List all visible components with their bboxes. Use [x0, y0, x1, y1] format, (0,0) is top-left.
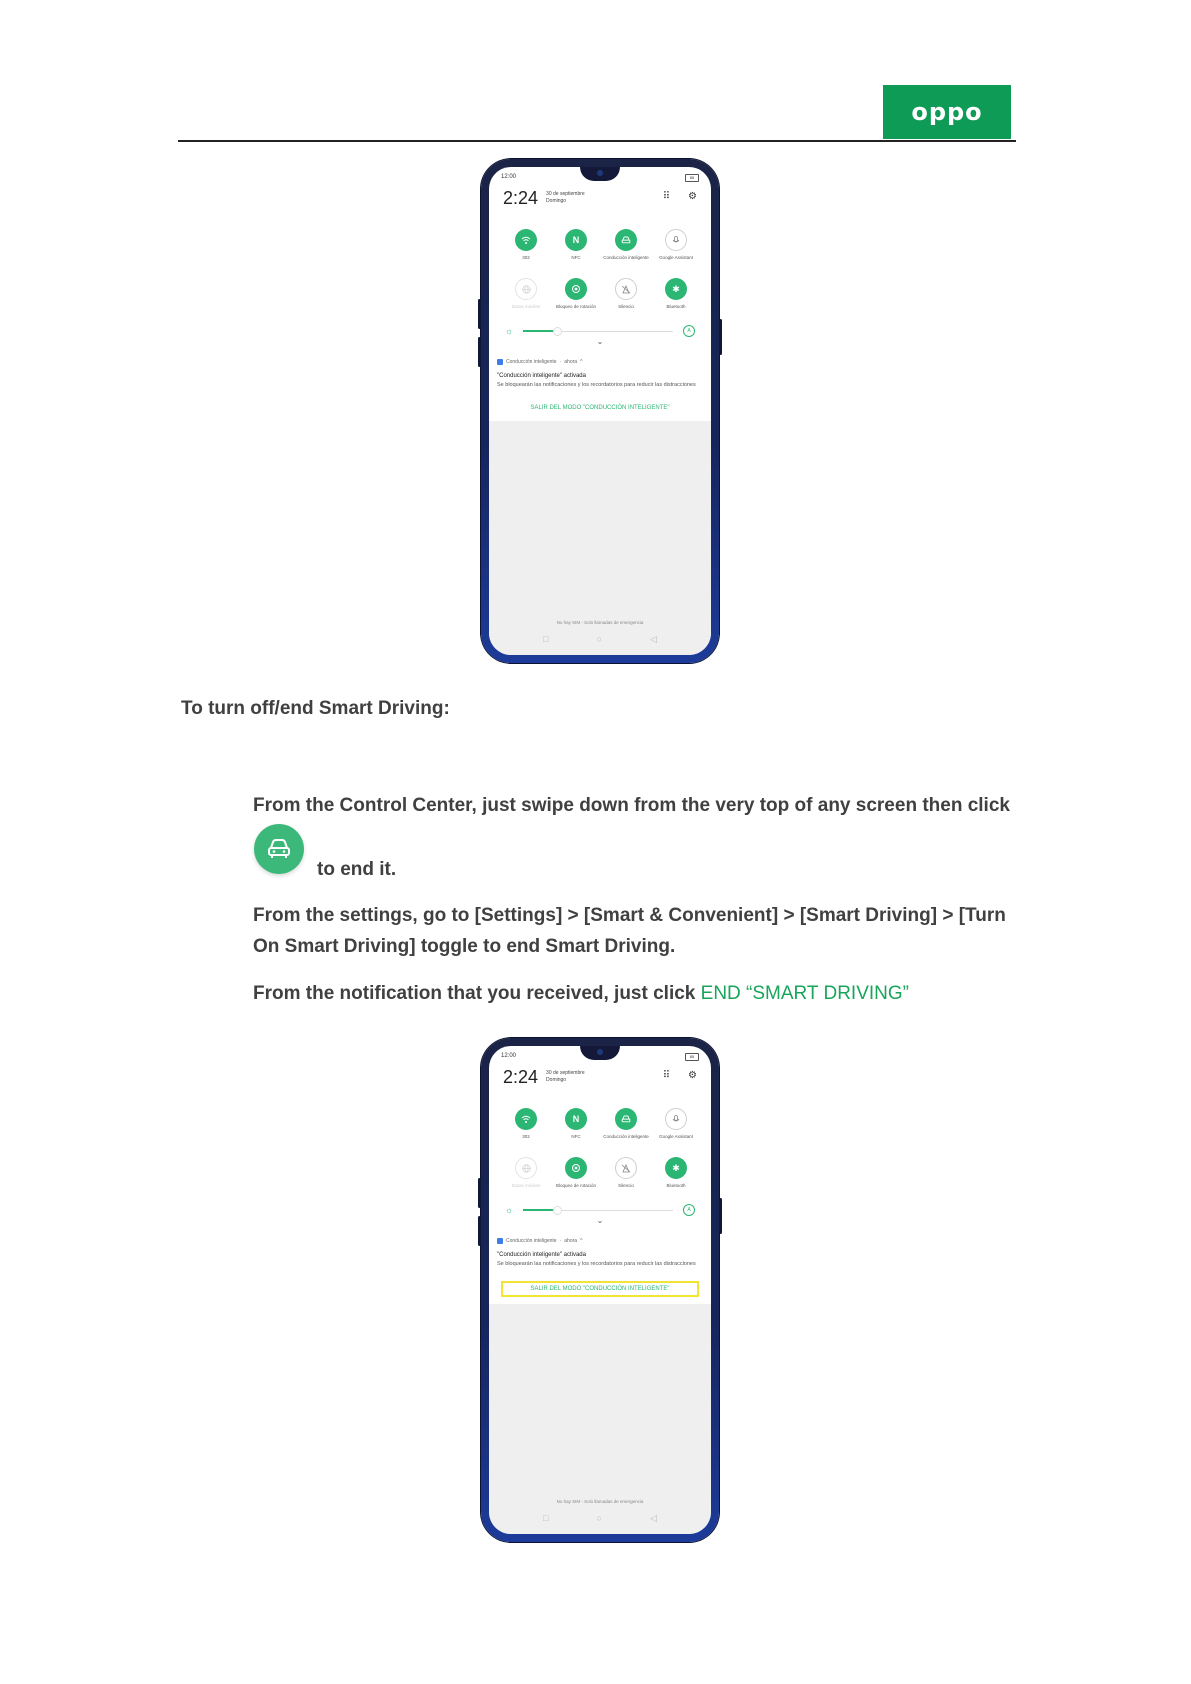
quick-tile-6[interactable]	[601, 278, 651, 310]
notification-title: "Conducción inteligente" activada	[497, 1252, 586, 1258]
bluetooth-icon: ✱	[665, 1157, 687, 1179]
quick-tile-label: NFC	[571, 1134, 581, 1139]
notification-header: Conducción inteligente · ahora ^	[497, 359, 703, 365]
quick-tile-label: Bluetooth	[666, 304, 686, 309]
phone-screenshot-2	[481, 1038, 719, 1542]
notification-title: "Conducción inteligente" activada	[497, 373, 586, 379]
quick-tile-label: Silencio	[618, 1183, 634, 1188]
car-icon	[266, 838, 292, 860]
nfc-icon: N	[565, 229, 587, 251]
quick-tile-label: 302	[522, 1134, 530, 1139]
quick-tile-0[interactable]	[501, 229, 551, 261]
clock-time: 2:24	[503, 1067, 539, 1087]
notification-card[interactable]	[489, 353, 711, 421]
notification-card[interactable]	[489, 1232, 711, 1304]
quick-tile-label: Datos móviles	[511, 1183, 541, 1188]
quick-tile-label: 302	[522, 255, 530, 260]
clock-actions	[663, 1070, 697, 1081]
recents-square-icon[interactable]: □	[543, 634, 549, 644]
date	[546, 191, 585, 205]
navigation-bar	[489, 1513, 711, 1524]
method1-suffix: to end it.	[317, 859, 397, 880]
method2-text: From the settings, go to [Settings] > [Smart & Convenient] > [Smart Driving] > [Turn On Smart Driving] toggle to end Smart Driving.	[253, 905, 1006, 957]
method3-text	[253, 978, 1023, 1009]
clock-row	[503, 1068, 697, 1086]
quick-tile-label: Google Assistant	[659, 255, 693, 260]
volume-down-button	[478, 337, 481, 367]
date	[546, 1070, 585, 1084]
brightness-track[interactable]	[523, 1210, 673, 1211]
brightness-knob[interactable]	[553, 1206, 562, 1215]
volume-up-button	[478, 299, 481, 329]
phone-screenshot-1	[481, 159, 719, 663]
status-bar	[501, 174, 699, 182]
home-circle-icon[interactable]: ○	[596, 634, 602, 644]
recents-square-icon[interactable]: □	[543, 1513, 549, 1523]
chevron-down-icon[interactable]: ⌄	[596, 1216, 604, 1225]
clock-row	[503, 189, 697, 207]
car-icon	[615, 1108, 637, 1130]
wifi-icon	[515, 1108, 537, 1130]
quick-tiles-row-1	[501, 1108, 699, 1140]
edit-tiles-icon[interactable]: ⠿	[662, 1070, 671, 1081]
globe-icon	[515, 1157, 537, 1179]
home-circle-icon[interactable]: ○	[596, 1513, 602, 1523]
notification-body: Se bloquearán las notificaciones y los recordatorios para reducir las distracciones	[497, 382, 696, 388]
nfc-icon: N	[565, 1108, 587, 1130]
quick-tile-5[interactable]	[551, 1157, 601, 1189]
phone-display	[489, 1046, 711, 1534]
quick-tile-label: NFC	[571, 255, 581, 260]
quick-tile-3[interactable]	[651, 1108, 701, 1140]
notification-time: ahora	[564, 359, 578, 365]
brightness-knob[interactable]	[553, 327, 562, 336]
back-triangle-icon[interactable]: ◁	[650, 1513, 657, 1523]
date-line: 30 de septiembre	[546, 1070, 585, 1076]
chevron-down-icon[interactable]: ⌄	[596, 337, 604, 346]
oppo-logo	[883, 85, 1011, 139]
quick-tile-6[interactable]	[601, 1157, 651, 1189]
weekday: Domingo	[546, 198, 567, 204]
quick-tile-2[interactable]	[601, 1108, 651, 1140]
silent-icon	[615, 278, 637, 300]
phone-display	[489, 167, 711, 655]
notification-app: Conducción inteligente	[506, 359, 557, 365]
quick-tile-label: Datos móviles	[511, 304, 541, 309]
brightness-slider[interactable]	[505, 325, 695, 337]
globe-icon	[515, 278, 537, 300]
notification-header: Conducción inteligente · ahora ^	[497, 1238, 703, 1244]
microphone-icon	[665, 229, 687, 251]
bluetooth-icon: ✱	[665, 278, 687, 300]
smart-driving-car-icon	[254, 824, 304, 874]
exit-smart-driving-button[interactable]: SALIR DEL MODO "CONDUCCIÓN INTELIGENTE"	[530, 405, 670, 411]
emergency-calls-text: No hay SIM - Solo llamadas de emergencia	[556, 1499, 644, 1504]
brightness-track[interactable]	[523, 331, 673, 332]
quick-tile-label: Google Assistant	[659, 1134, 693, 1139]
status-bar	[501, 1053, 699, 1061]
section-heading: To turn off/end Smart Driving:	[181, 698, 450, 719]
wifi-icon	[515, 229, 537, 251]
quick-tile-label: Conducción inteligente	[603, 255, 649, 260]
date-line: 30 de septiembre	[546, 191, 585, 197]
weekday: Domingo	[546, 1077, 567, 1083]
header-divider	[178, 140, 1016, 142]
brightness-sun-icon: ☼	[505, 1205, 514, 1215]
navigation-bar	[489, 634, 711, 645]
brand-text: oppo	[911, 98, 983, 126]
quick-tile-label: Conducción inteligente	[603, 1134, 649, 1139]
battery-icon: 85	[685, 1053, 699, 1061]
clock-actions	[663, 191, 697, 202]
exit-smart-driving-button[interactable]: SALIR DEL MODO "CONDUCCIÓN INTELIGENTE"	[501, 1281, 699, 1297]
method1-text: From the Control Center, just swipe down from the very top of any screen then click	[253, 795, 1010, 816]
quick-tile-label: Bloqueo de rotación	[555, 1183, 597, 1188]
notification-time: ahora	[564, 1238, 578, 1244]
expand-caret-icon[interactable]: ^	[580, 1238, 583, 1244]
back-triangle-icon[interactable]: ◁	[650, 634, 657, 644]
auto-brightness-icon[interactable]: A	[683, 325, 695, 337]
clock-time: 2:24	[503, 188, 539, 208]
quick-tile-4[interactable]	[501, 1157, 551, 1189]
app-icon	[497, 1238, 503, 1244]
rotation-lock-icon	[565, 1157, 587, 1179]
power-button	[719, 319, 722, 355]
quick-tile-2[interactable]	[601, 229, 651, 261]
notification-app: Conducción inteligente	[506, 1238, 557, 1244]
quick-tile-4[interactable]	[501, 278, 551, 310]
power-button	[719, 1198, 722, 1234]
brightness-slider[interactable]	[505, 1204, 695, 1216]
quick-tiles-row-2	[501, 278, 699, 310]
quick-tiles-row-1	[501, 229, 699, 261]
quick-tile-label: Silencio	[618, 304, 634, 309]
quick-tiles-row-2	[501, 1157, 699, 1189]
quick-tile-1[interactable]	[551, 229, 601, 261]
volume-down-button	[478, 1216, 481, 1246]
notification-shade	[489, 1232, 711, 1534]
quick-tile-3[interactable]	[651, 229, 701, 261]
method3-lead: From the notification that you received, just click	[253, 983, 696, 1004]
end-smart-driving-link[interactable]: END “SMART DRIVING”	[700, 983, 909, 1004]
brightness-sun-icon: ☼	[505, 326, 514, 336]
edit-tiles-icon[interactable]: ⠿	[662, 191, 671, 202]
auto-brightness-icon[interactable]: A	[683, 1204, 695, 1216]
notification-body: Se bloquearán las notificaciones y los recordatorios para reducir las distracciones	[497, 1261, 696, 1267]
quick-tile-label: Bloqueo de rotación	[555, 304, 597, 309]
rotation-lock-icon	[565, 278, 587, 300]
quick-tile-7[interactable]	[651, 278, 701, 310]
car-icon	[615, 229, 637, 251]
status-time: 12:00	[501, 1053, 517, 1059]
status-time: 12:00	[501, 174, 517, 180]
notification-shade	[489, 353, 711, 655]
app-icon	[497, 359, 503, 365]
volume-up-button	[478, 1178, 481, 1208]
quick-tile-1[interactable]	[551, 1108, 601, 1140]
quick-tile-5[interactable]	[551, 278, 601, 310]
settings-gear-icon[interactable]: ⚙	[688, 1070, 697, 1081]
settings-gear-icon[interactable]: ⚙	[688, 191, 697, 202]
quick-tile-label: Bluetooth	[666, 1183, 686, 1188]
quick-tile-7[interactable]	[651, 1157, 701, 1189]
battery-icon: 85	[685, 174, 699, 182]
expand-caret-icon[interactable]: ^	[580, 359, 583, 365]
emergency-calls-text: No hay SIM - Solo llamadas de emergencia	[556, 620, 644, 625]
microphone-icon	[665, 1108, 687, 1130]
silent-icon	[615, 1157, 637, 1179]
quick-tile-0[interactable]	[501, 1108, 551, 1140]
